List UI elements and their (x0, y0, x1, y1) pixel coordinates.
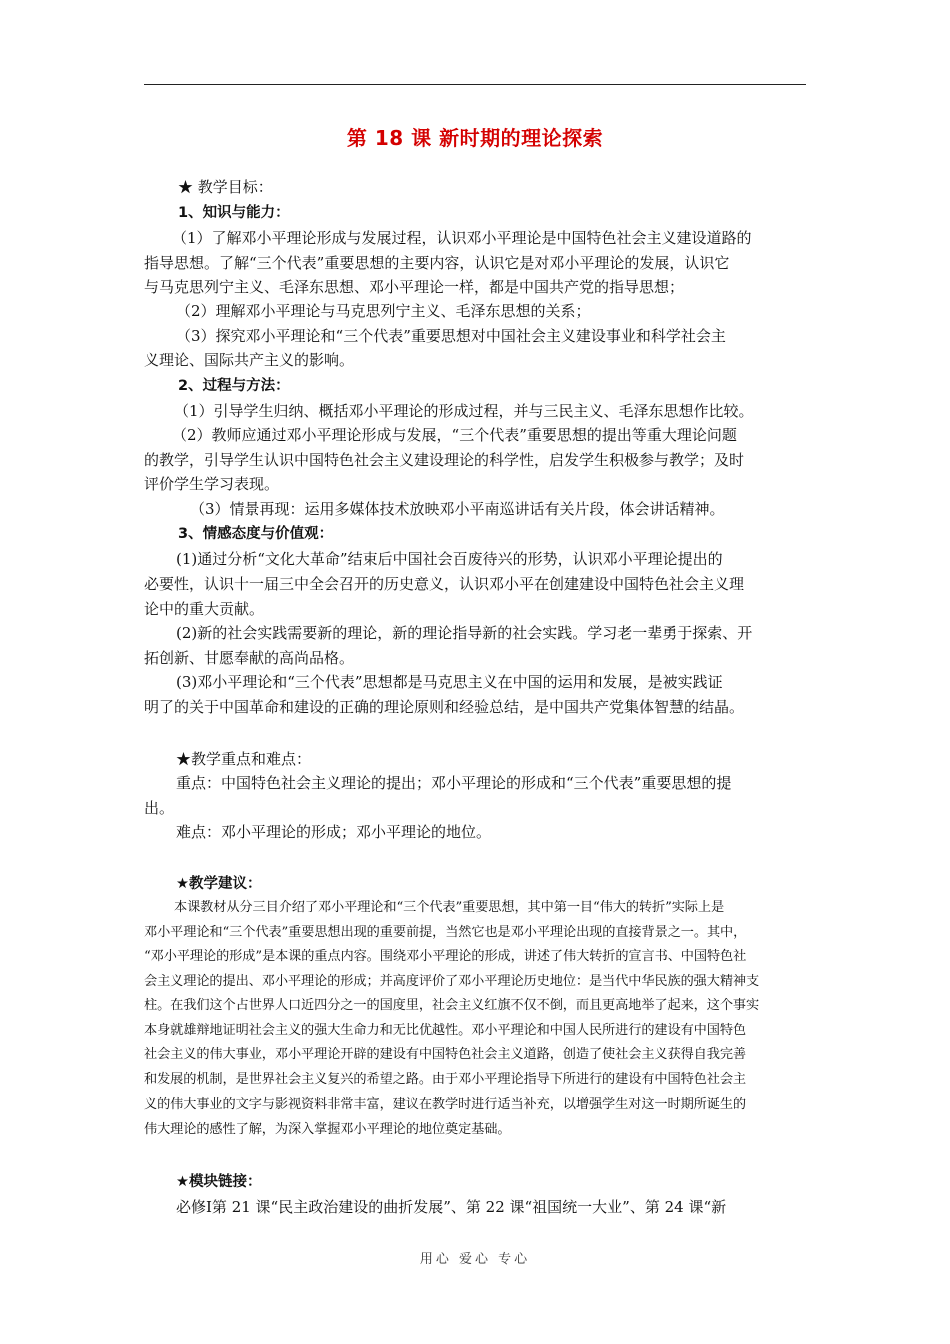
keypoints-heading: ★教学重点和难点： (176, 750, 312, 768)
header-rule (144, 84, 806, 85)
paragraph-line: （3）探究邓小平理论和“三个代表”重要思想对中国社会主义建设事业和科学社会主 (176, 327, 726, 345)
page-footer: 用心 爱心 专心 (419, 1252, 531, 1267)
paragraph-line: 和发展的机制，是世界社会主义复兴的希望之路。由于邓小平理论指导下所进行的建设有中国特色社会主 (144, 1072, 747, 1087)
paragraph-line: 评价学生学习表现。 (144, 475, 280, 493)
section-values-heading: 3、情感态度与价值观： (178, 526, 334, 542)
paragraph-line: （3）情景再现：运用多媒体技术放映邓小平南巡讲话有关片段，体会讲话精神。 (190, 500, 725, 518)
paragraph-line: 本课教材从分三目介绍了邓小平理论和“三个代表”重要思想，其中第一目“伟大的转折”实际上是 (174, 900, 725, 915)
advice-heading: ★教学建议： (176, 876, 262, 892)
paragraph-line: 明了的关于中国革命和建设的正确的理论原则和经验总结，是中国共产党集体智慧的结晶。 (144, 698, 745, 716)
paragraph-line: 拓创新、甘愿奉献的高尚品格。 (144, 649, 355, 667)
paragraph-line: 会主义理论的提出、邓小平理论的形成；并高度评价了邓小平理论历史地位：是当代中华民族的强大精神支 (144, 974, 760, 989)
paragraph-line: 义理论、国际共产主义的影响。 (144, 351, 355, 369)
section-process-heading: 2、过程与方法： (178, 378, 290, 394)
paragraph-line: 柱。在我们这个占世界人口近四分之一的国度里，社会主义红旗不仅不倒，而且更高地举了起来，这个事实 (144, 998, 760, 1013)
paragraph-line: (1)通过分析“文化大革命”结束后中国社会百废待兴的形势，认识邓小平理论提出的 (176, 550, 723, 568)
paragraph-line: （2）理解邓小平理论与马克思列宁主义、毛泽东思想的关系； (176, 302, 591, 320)
paragraph-line: （1）了解邓小平理论形成与发展过程，认识邓小平理论是中国特色社会主义建设道路的 (172, 229, 752, 247)
paragraph-line: 本身就雄辩地证明社会主义的强大生命力和无比优越性。邓小平理论和中国人民所进行的建设有中国特色 (144, 1023, 747, 1038)
paragraph-line: 指导思想。了解“三个代表”重要思想的主要内容，认识它是对邓小平理论的发展，认识它 (144, 254, 730, 272)
paragraph-line: 伟大理论的感性了解，为深入掌握邓小平理论的地位奠定基础。 (144, 1122, 511, 1137)
paragraph-line: （1）引导学生归纳、概括邓小平理论的形成过程，并与三民主义、毛泽东思想作比较。 (174, 402, 754, 420)
paragraph-line: 社会主义的伟大事业，邓小平理论开辟的建设有中国特色社会主义道路，创造了使社会主义获得自我完善 (144, 1047, 747, 1062)
paragraph-line: 难点：邓小平理论的形成；邓小平理论的地位。 (176, 823, 492, 841)
paragraph-line: 论中的重大贡献。 (144, 600, 265, 618)
objectives-heading: ★ 教学目标： (178, 178, 273, 196)
links-heading: ★模块链接： (176, 1174, 262, 1190)
paragraph-line: (3)邓小平理论和“三个代表”思想都是马克思主义在中国的运用和发展，是被实践证 (176, 673, 723, 691)
paragraph-line: 必要性，认识十一届三中全会召开的历史意义，认识邓小平在创建建设中国特色社会主义理 (144, 575, 745, 593)
paragraph-line: 义的伟大事业的文字与影视资料非常丰富，建议在教学时进行适当补充，以增强学生对这一时期所诞生的 (144, 1097, 747, 1112)
paragraph-line: 的教学，引导学生认识中国特色社会主义建设理论的科学性，启发学生积极参与教学；及时 (144, 451, 745, 469)
page-title: 第 18 课 新时期的理论探索 (346, 126, 604, 150)
paragraph-line: 邓小平理论和“三个代表”重要思想出现的重要前提，当然它也是邓小平理论出现的直接背景之一。其中， (144, 925, 747, 940)
paragraph-line: 重点：中国特色社会主义理论的提出；邓小平理论的形成和“三个代表”重要思想的提 (176, 774, 732, 792)
paragraph-line: （2）教师应通过邓小平理论形成与发展，“三个代表”重要思想的提出等重大理论问题 (172, 426, 737, 444)
section-knowledge-heading: 1、知识与能力： (178, 205, 290, 221)
paragraph-line: (2)新的社会实践需要新的理论，新的理论指导新的社会实践。学习老一辈勇于探索、开 (176, 624, 753, 642)
paragraph-line: “邓小平理论的形成”是本课的重点内容。围绕邓小平理论的形成，讲述了伟大转折的宣言书、中国特色社 (144, 949, 747, 964)
paragraph-line: 出。 (144, 799, 175, 817)
paragraph-line: 必修Ⅰ第 21 课“民主政治建设的曲折发展”、第 22 课“祖国统一大业”、第 24 课“新 (176, 1198, 727, 1216)
paragraph-line: 与马克思列宁主义、毛泽东思想、邓小平理论一样，都是中国共产党的指导思想； (144, 278, 685, 296)
